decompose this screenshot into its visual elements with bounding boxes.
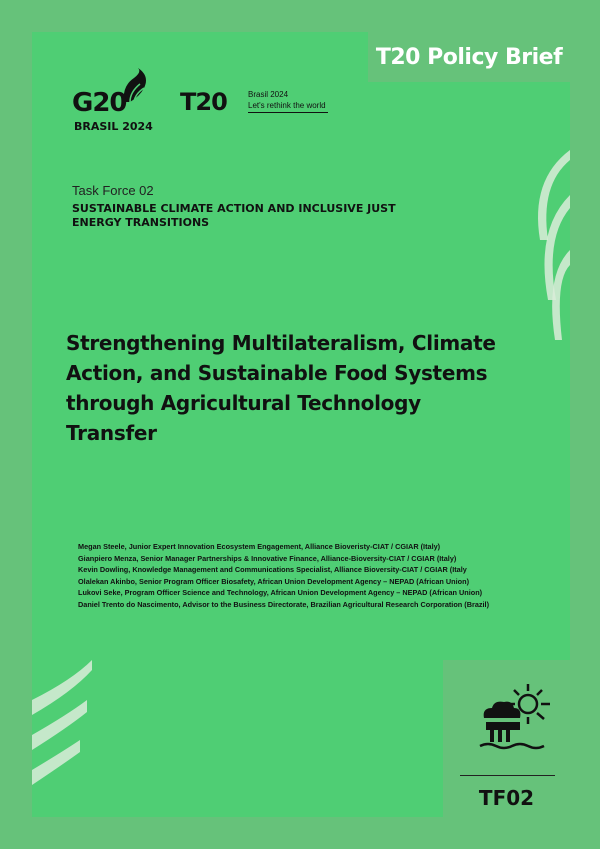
tf-divider — [460, 775, 555, 776]
g20-logo-subtitle: BRASIL 2024 — [74, 120, 153, 133]
t20-logo-tagline: Let's rethink the world — [248, 101, 326, 110]
page-title: Strengthening Multilateralism, Climate Action, and Sustainable Food Systems through Agricultural Technology Transfer — [66, 331, 496, 445]
author-list — [78, 541, 498, 610]
t20-logo-brasil: Brasil 2024 — [248, 90, 289, 99]
t20-logo-underline — [248, 112, 328, 113]
author-line: Olalekan Akinbo, Senior Program Officer Biosafety, African Union Development Agency – NEPAD (African Union) — [78, 576, 469, 586]
author-line: Lukovi Seke, Program Officer Science and Technology, African Union Development Agency – NEPAD (African Union) — [78, 588, 483, 597]
author-line: Megan Steele, Junior Expert Innovation Ecosystem Engagement, Alliance Bioveristy-CIAT / CGIAR (Italy) — [78, 542, 441, 551]
task-force-label: Task Force 02 — [72, 183, 154, 198]
policy-brief-label: T20 Policy Brief — [375, 44, 563, 70]
author-line: Kevin Dowling, Knowledge Management and Communications Specialist, Alliance Bioversity-CIAT / CGIAR (Italy — [78, 565, 467, 574]
t20-logo-text: T20 — [180, 88, 227, 116]
climate-factory-sun-icon — [478, 682, 558, 754]
author-line: Gianpiero Menza, Senior Manager Partnerships & Innovative Finance, Alliance-Bioversity-CIAT / CGIAR (Italy) — [78, 553, 457, 563]
task-force-code: TF02 — [478, 786, 535, 810]
decorative-stripes-right — [500, 150, 570, 350]
logo-area — [72, 68, 372, 138]
author-line: Daniel Trento do Nascimento, Advisor to the Business Directorate, Brazilian Agricultural Research Corporation (Brazil) — [78, 599, 490, 609]
decorative-stripes-left — [32, 660, 92, 810]
policy-brief-badge — [368, 32, 570, 82]
g20-logo-text: G20 — [72, 88, 127, 118]
task-force-title: SUSTAINABLE CLIMATE ACTION AND INCLUSIVE JUST ENERGY TRANSITIONS — [72, 202, 396, 229]
